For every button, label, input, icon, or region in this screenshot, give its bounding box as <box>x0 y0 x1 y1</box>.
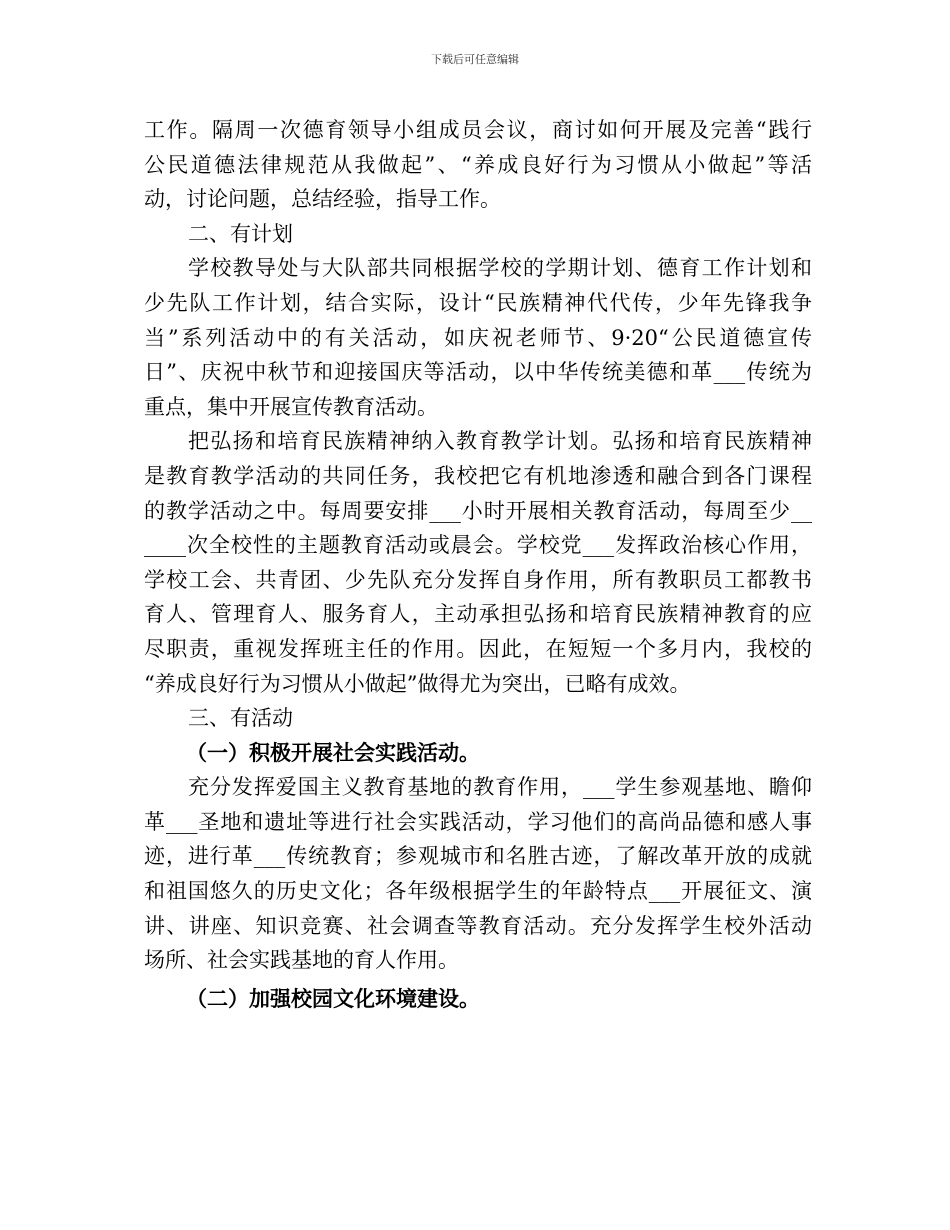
paragraph-line: 少先队工作计划，结合实际，设计“民族精神代代传，少年先锋我争 <box>144 290 812 315</box>
paragraph-line: 是教育教学活动的共同任务，我校把它有机地渗透和融合到各门课程 <box>144 463 812 488</box>
paragraph-line: ____次全校性的主题教育活动或晨会。学校党___发挥政治核心作用， <box>144 533 812 558</box>
paragraph-line: 尽职责，重视发挥班主任的作用。因此，在短短一个多月内，我校的 <box>144 636 812 661</box>
paragraph-line: 讲、讲座、知识竞赛、社会调查等教育活动。充分发挥学生校外活动 <box>144 913 812 938</box>
paragraph-line: 场所、社会实践基地的育人作用。 <box>144 948 459 973</box>
section-heading: 三、有活动 <box>188 706 293 731</box>
section-heading: 二、有计划 <box>188 221 293 246</box>
document-body <box>144 113 812 1016</box>
paragraph-line: 日”、庆祝中秋节和迎接国庆等活动，以中华传统美德和革___传统为 <box>144 360 812 385</box>
paragraph-line: 重点，集中开展宣传教育活动。 <box>144 394 438 419</box>
paragraph-line: 的教学活动之中。每周要安排___小时开展相关教育活动，每周至少__ <box>144 498 812 523</box>
subsection-heading: （一）积极开展社会实践活动。 <box>186 740 480 765</box>
paragraph-line: 充分发挥爱国主义教育基地的教育作用，___学生参观基地、瞻仰 <box>188 775 812 800</box>
page-header: 下载后可任意编辑 <box>431 53 519 66</box>
subsection-heading: （二）加强校园文化环境建设。 <box>186 986 480 1011</box>
paragraph-line: 公民道德法律规范从我做起”、“养成良好行为习惯从小做起”等活 <box>144 152 812 177</box>
paragraph-line: “养成良好行为习惯从小做起”做得尤为突出，已略有成效。 <box>144 671 691 696</box>
paragraph-line: 育人、管理育人、服务育人，主动承担弘扬和培育民族精神教育的应 <box>144 602 812 627</box>
paragraph-line: 学校教导处与大队部共同根据学校的学期计划、德育工作计划和 <box>188 256 812 281</box>
paragraph-line: 动，讨论问题，总结经验，指导工作。 <box>144 187 501 212</box>
paragraph-line: 和祖国悠久的历史文化；各年级根据学生的年龄特点___开展征文、演 <box>144 879 812 904</box>
paragraph-line: 学校工会、共青团、少先队充分发挥自身作用，所有教职员工都教书 <box>144 567 812 592</box>
paragraph-line: 工作。隔周一次德育领导小组成员会议，商讨如何开展及完善“践行 <box>144 118 812 142</box>
paragraph-line: 当”系列活动中的有关活动，如庆祝老师节、9·20“公民道德宣传 <box>144 325 812 350</box>
paragraph-line: 革___圣地和遗址等进行社会实践活动，学习他们的高尚品德和感人事 <box>144 809 812 834</box>
paragraph-line: 迹，进行革___传统教育；参观城市和名胜古迹，了解改革开放的成就 <box>144 844 812 869</box>
paragraph-line: 把弘扬和培育民族精神纳入教育教学计划。弘扬和培育民族精神 <box>188 429 812 454</box>
